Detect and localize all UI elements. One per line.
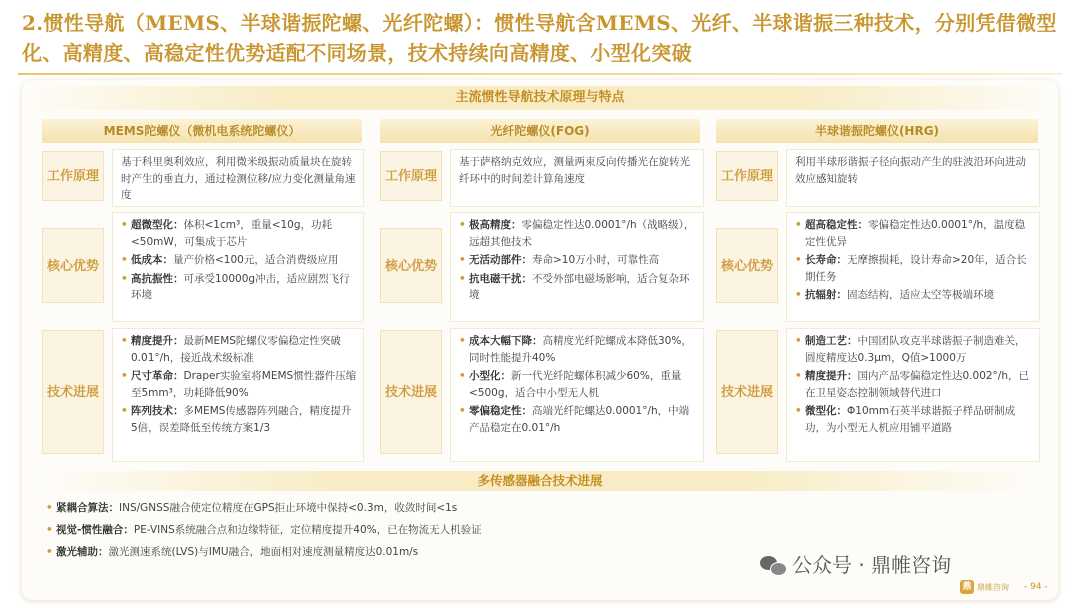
hrg-advantages [786,212,1040,322]
list-item: • 超微型化：体积<1cm³，重量<10g，功耗<50mW，可集成于芯片 [121,217,357,250]
row-label-principle-fog: 工作原理 [380,151,442,201]
fusion-heading: 多传感器融合技术进展 [40,471,1040,491]
fusion-list [46,497,766,563]
logo-text: 鼎帷咨询 [977,582,1009,592]
col-header-hrg: 半球谐振陀螺仪(HRG) [716,119,1038,143]
hrg-principle: 利用半球形谐振子径向振动产生的驻波沿环向进动效应感知旋转 [786,149,1040,207]
title-divider [18,73,1062,75]
row-label-progress-hrg: 技术进展 [716,330,778,454]
row-label-advantage-hrg: 核心优势 [716,228,778,303]
list-item: • 抗电磁干扰：不受外部电磁场影响，适合复杂环境 [459,271,697,304]
mems-progress [112,328,364,462]
list-item: • 小型化：新一代光纤陀螺体积减少60%，重量<500g，适合中小型无人机 [459,368,697,401]
fog-principle: 基于萨格纳克效应，测量两束反向传播光在旋转光纤环中的时间差计算角速度 [450,149,704,207]
row-label-principle-hrg: 工作原理 [716,151,778,201]
list-item: • 零偏稳定性：高端光纤陀螺达0.0001°/h，中端产品稳定在0.01°/h [459,403,697,436]
list-item: • 微型化：Φ10mm石英半球谐振子样品研制成功，为小型无人机应用铺平道路 [795,403,1033,436]
logo-mark-icon: 鼎 [960,580,974,594]
list-item: • 视觉-惯性融合：PE-VINS系统融合点和边缘特征，定位精度提升40%，已在物流无人机验证 [46,519,766,541]
list-item: • 极高精度：零偏稳定性达0.0001°/h（战略级），远超其他技术 [459,217,697,250]
mems-advantages [112,212,364,322]
list-item: • 无活动部件：寿命>10万小时，可靠性高 [459,252,697,269]
col-header-mems: MEMS陀螺仪（微机电系统陀螺仪） [42,119,362,143]
list-item: • 紧耦合算法：INS/GNSS融合使定位精度在GPS拒止环境中保持<0.3m，收敛时间<1s [46,497,766,519]
fog-progress [450,328,704,462]
list-item: • 长寿命：无摩擦损耗，设计寿命>20年，适合长期任务 [795,252,1033,285]
list-item: • 低成本：量产价格<100元，适合消费级应用 [121,252,357,269]
list-item: • 高抗振性：可承受10000g冲击，适应剧烈飞行环境 [121,271,357,304]
list-item: • 超高稳定性：零偏稳定性达0.0001°/h，温度稳定性优异 [795,217,1033,250]
list-item: • 成本大幅下降：高精度光纤陀螺成本降低30%，同时性能提升40% [459,333,697,366]
row-label-progress: 技术进展 [42,330,104,454]
wechat-icon [760,554,786,576]
row-label-progress-fog: 技术进展 [380,330,442,454]
page-number: - 94 - [1024,582,1048,592]
hrg-progress [786,328,1040,462]
list-item: • 激光辅助：激光测速系统(LVS)与IMU融合，地面相对速度测量精度达0.01m/s [46,541,766,563]
list-item: • 抗辐射：固态结构，适应太空等极端环境 [795,287,1033,304]
row-label-advantage-fog: 核心优势 [380,228,442,303]
list-item: • 尺寸革命：Draper实验室将MEMS惯性器件压缩至5mm³，功耗降低90% [121,368,357,401]
row-label-advantage: 核心优势 [42,228,104,303]
list-item: • 制造工艺：中国团队攻克半球谐振子制造难关，圆度精度达0.3μm，Q值>1000万 [795,333,1033,366]
list-item: • 精度提升：国内产品零偏稳定性达0.002°/h，已在卫星姿态控制领域替代进口 [795,368,1033,401]
list-item: • 阵列技术：多MEMS传感器阵列融合，精度提升5倍，误差降低至传统方案1/3 [121,403,357,436]
company-logo [960,578,1020,596]
page-title: 2.惯性导航（MEMS、半球谐振陀螺、光纤陀螺）：惯性导航含MEMS、光纤、半球谐振三种技术，分别凭借微型化、高精度、高稳定性优势适配不同场景，技术持续向高精度、小型化突破 [22,11,1057,65]
watermark [760,550,951,580]
col-header-fog: 光纤陀螺仪(FOG) [380,119,700,143]
row-label-principle: 工作原理 [42,151,104,201]
main-heading: 主流惯性导航技术原理与特点 [22,86,1058,110]
list-item: • 精度提升：最新MEMS陀螺仪零偏稳定性突破0.01°/h，接近战术级标准 [121,333,357,366]
watermark-text: 公众号 · 鼎帷咨询 [792,553,952,577]
mems-principle: 基于科里奥利效应，利用微米级振动质量块在旋转时产生的垂直力，通过检测位移/应力变化测量角速度 [112,149,364,207]
fog-advantages [450,212,704,322]
